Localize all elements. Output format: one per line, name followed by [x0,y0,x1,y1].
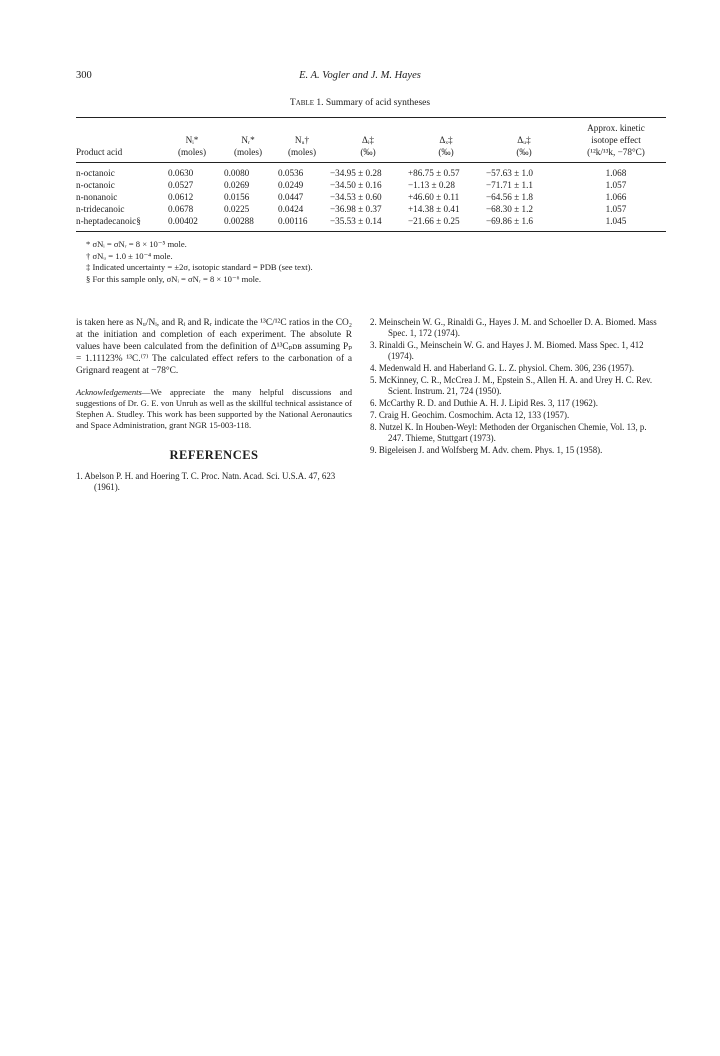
cell-ni: 0.00402 [168,216,198,226]
table-bottom-rule [76,231,666,232]
header-product-acid: Product acid [76,147,123,157]
reference-item: 8. Nutzel K. In Houben-Weyl: Methoden der Organischen Chemie, Vol. 13, p. 247. Thieme, Stuttgart (1973). [370,422,647,443]
header-kie-line2: isotope effect [591,135,641,145]
header-kie-line3: (¹²k/¹³k, −78°C) [587,147,645,157]
table-row [76,216,666,228]
cell-delta-i: −34.53 ± 0.60 [330,192,382,202]
cell-nu: 0.0249 [278,180,304,190]
header-delta-i-unit: (‰) [360,147,376,157]
cell-nu: 0.00116 [278,216,308,226]
cell-ni: 0.0630 [168,168,194,178]
cell-delta-u: −68.30 ± 1.2 [486,204,533,214]
reference-item: 4. Medenwald H. and Haberland G. L. Z. physiol. Chem. 306, 236 (1957). [370,363,634,373]
footnote: ‡ Indicated uncertainty = ±2σ, isotopic standard = PDB (see text). [86,262,313,272]
header-nf-unit: (moles) [233,147,263,157]
cell-delta-f: −1.13 ± 0.28 [408,180,455,190]
references-heading: REFERENCES [169,447,259,462]
cell-ni: 0.0527 [168,180,194,190]
cell-nf: 0.00288 [224,216,254,226]
page-number: 300 [76,70,92,81]
body-paragraph: is taken here as Nᵤ/Nᵢ, and Rᵢ and Rᵣ indicate the ¹³C/¹²C ratios in the CO₂ at the initiation and completion of each experiment. The absolute R values have been calculated from the definition of Δ¹³Cₚᴅʙ assuming Pₚ = 1.11123% ¹³C.⁽⁷⁾ The calculated effect refers to the carbonation of a Grignard reagent at −78°C. [76,318,352,377]
reference-item: 3. Rinaldi G., Meinschein W. G. and Hayes J. M. Biomed. Mass Spec. 1, 412 (1974). [370,340,644,361]
reference-item: 5. McKinney, C. R., McCrea J. M., Epstein S., Allen H. A. and Urey H. C. Rev. Scient. Instrum. 21, 724 (1950). [370,375,653,396]
cell-delta-i: −34.95 ± 0.28 [330,168,382,178]
table-row [76,180,666,192]
header-delta-f-unit: (‰) [438,147,454,157]
cell-acid: n-octanoic [76,168,115,178]
header-nf: Nᵣ* [241,135,255,145]
header-delta-u-unit: (‰) [516,147,532,157]
cell-nu: 0.0447 [278,192,304,202]
cell-nf: 0.0269 [224,180,250,190]
cell-nu: 0.0536 [278,168,304,178]
acid-syntheses-table [76,117,666,232]
header-delta-u: Δᵤ‡ [517,135,531,145]
table-caption-text: Summary of acid syntheses [325,98,431,108]
cell-nf: 0.0225 [224,204,250,214]
table-footnotes [86,239,313,285]
header-kie-line1: Approx. kinetic [587,123,645,133]
cell-ni: 0.0678 [168,204,194,214]
cell-delta-u: −69.86 ± 1.6 [486,216,533,226]
footnote: * σNᵢ = σNᵣ = 8 × 10⁻⁵ mole. [86,239,187,249]
table-caption-label: Table 1. [289,98,324,108]
cell-delta-u: −57.63 ± 1.0 [486,168,533,178]
cell-delta-i: −36.98 ± 0.37 [330,204,382,214]
table-body [76,163,666,225]
cell-kie: 1.068 [605,168,627,178]
table-row [76,204,666,216]
cell-kie: 1.045 [605,216,627,226]
cell-nu: 0.0424 [278,204,304,214]
acknowledgements-text: —We appreciate the many helpful discussions and suggestions of Dr. G. E. von Unruh as well as the skillful technical assistance of Stephen A. Studley. This work has been supported by the National Aeronautics and Space Administration, grant NGR 15-003-118. [76,387,352,430]
footnote: † σNᵤ = 1.0 ± 10⁻⁴ mole. [86,250,173,261]
cell-delta-f: +46.60 ± 0.11 [408,192,460,202]
header-nu: Nᵤ† [294,135,310,145]
reference-item: 2. Meinschein W. G., Rinaldi G., Hayes J. M. and Schoeller D. A. Biomed. Mass Spec. 1, 172 (1974). [370,317,657,338]
header-nu-unit: (moles) [287,147,317,157]
footnote: § For this sample only, σNᵢ = σNᵣ = 8 × 10⁻⁶ mole. [86,273,261,284]
running-title: E. A. Vogler and J. M. Hayes [299,70,421,81]
header-delta-i: Δᵢ‡ [361,135,374,145]
reference-item: 6. McCarthy R. D. and Duthie A. H. J. Lipid Res. 3, 117 (1962). [370,398,598,408]
cell-delta-f: −21.66 ± 0.25 [408,216,460,226]
table-caption [0,98,720,108]
header-delta-f: Δₓ‡ [439,135,453,145]
cell-delta-u: −71.71 ± 1.1 [486,180,533,190]
cell-acid: n-octanoic [76,180,115,190]
cell-nf: 0.0080 [224,168,250,178]
cell-delta-u: −64.56 ± 1.8 [486,192,533,202]
cell-kie: 1.057 [605,204,627,214]
cell-acid: n-tridecanoic [76,204,125,214]
acknowledgements-label: Acknowledgements [76,387,142,398]
cell-kie: 1.057 [605,180,627,190]
reference-item: 9. Bigeleisen J. and Wolfsberg M. Adv. chem. Phys. 1, 15 (1958). [370,445,603,455]
cell-ni: 0.0612 [168,192,194,202]
table-header [76,118,666,162]
reference-item: 7. Craig H. Geochim. Cosmochim. Acta 12, 133 (1957). [370,410,570,420]
reference-item: 1. Abelson P. H. and Hoering T. C. Proc. Natn. Acad. Sci. U.S.A. 47, 623 (1961). [76,470,336,492]
header-ni-unit: (moles) [177,147,207,157]
table-row [76,168,666,180]
acknowledgements [76,387,352,430]
cell-acid: n-heptadecanoic§ [76,216,141,226]
cell-delta-i: −34.50 ± 0.16 [330,180,382,190]
cell-kie: 1.066 [605,192,627,202]
cell-delta-f: +86.75 ± 0.57 [408,168,460,178]
cell-delta-f: +14.38 ± 0.41 [408,204,460,214]
right-column [370,317,660,457]
table-row [76,192,666,204]
cell-nf: 0.0156 [224,192,250,202]
cell-delta-i: −35.53 ± 0.14 [330,216,382,226]
header-ni: Nᵢ* [185,135,199,145]
cell-acid: n-nonanoic [76,192,118,202]
left-column [76,317,352,494]
